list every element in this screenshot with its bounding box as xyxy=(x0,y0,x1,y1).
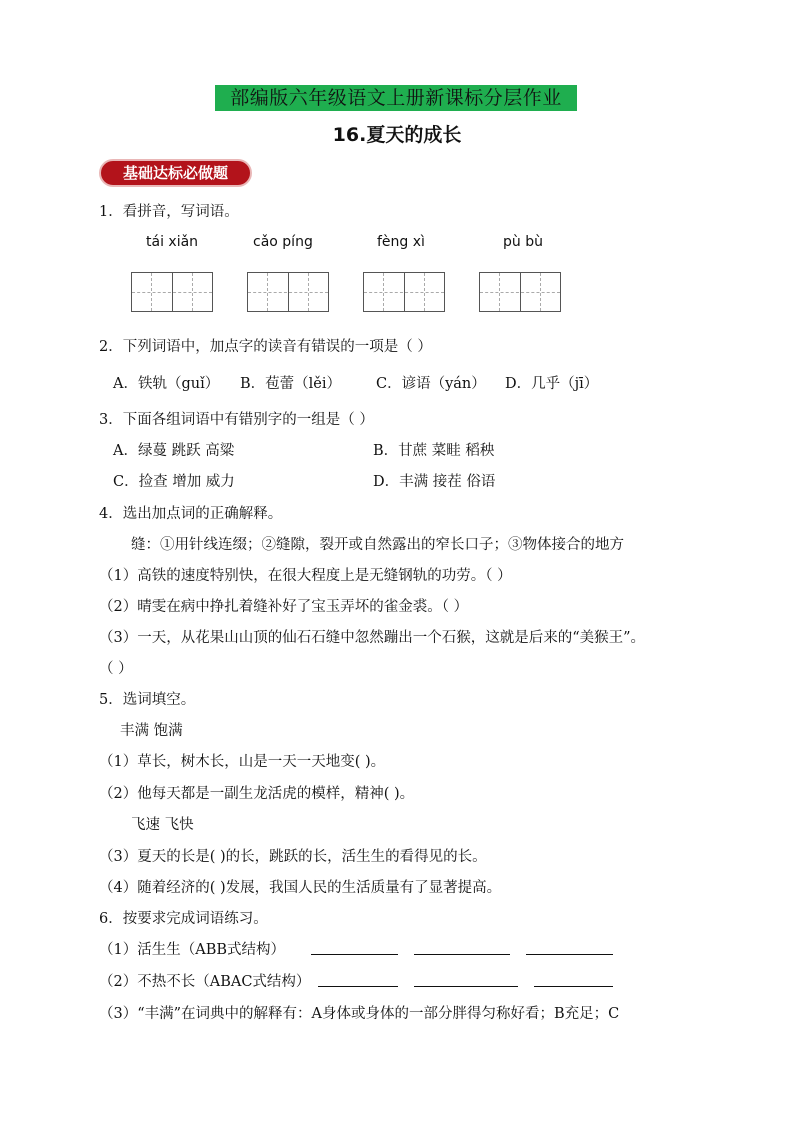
q6-blank-1a[interactable] xyxy=(311,940,398,955)
tianzige-box-4[interactable] xyxy=(479,272,561,312)
q2-option-a: A．铁轨（guǐ） xyxy=(113,376,220,392)
pinyin-3: fèng xì xyxy=(377,234,425,250)
q4-sentence-2: （2）晴雯在病中挣扎着缝补好了宝玉弄坏的雀金裘。（ ） xyxy=(99,599,469,615)
pinyin-2: cǎo píng xyxy=(253,234,313,250)
q4-sentence-3-answer: （ ） xyxy=(99,661,133,677)
q4-sentence-1: （1）高铁的速度特别快，在很大程度上是无缝钢轨的功劳。（ ） xyxy=(99,568,512,584)
q3-stem: 3．下面各组词语中有错别字的一组是（ ） xyxy=(99,412,374,428)
q4-sentence-3: （3）一天，从花果山山顶的仙石石缝中忽然蹦出一个石猴，这就是后来的“美猴王”。 xyxy=(99,630,646,646)
q6-blank-1c[interactable] xyxy=(526,940,613,955)
q6-item-1: （1）活生生（ABB式结构） xyxy=(99,942,286,958)
q2-option-d: D．几乎（jī） xyxy=(505,376,599,392)
q1-stem: 1．看拼音，写词语。 xyxy=(99,204,239,220)
pinyin-1: tái xiǎn xyxy=(146,234,199,250)
section-badge: 基础达标必做题 xyxy=(99,159,252,187)
q5-sentence-2: （2）他每天都是一副生龙活虎的模样，精神( )。 xyxy=(99,786,415,802)
q5-sentence-4: （4）随着经济的( )发展，我国人民的生活质量有了显著提高。 xyxy=(99,880,502,896)
q6-blank-2c[interactable] xyxy=(534,972,613,987)
q6-item-3: （3）“丰满”在词典中的解释有：A身体或身体的一部分胖得匀称好看；B充足；C xyxy=(99,1006,620,1022)
q5-word-pair-2: 飞速 飞快 xyxy=(131,817,194,833)
lesson-title: 16.夏天的成长 xyxy=(332,124,462,146)
q5-word-pair-1: 丰满 饱满 xyxy=(120,723,183,739)
q2-option-c: C．谚语（yán） xyxy=(376,376,486,392)
tianzige-box-2[interactable] xyxy=(247,272,329,312)
pinyin-4: pù bù xyxy=(503,234,543,250)
q4-stem: 4．选出加点词的正确解释。 xyxy=(99,506,283,522)
q5-sentence-1: （1）草长，树木长，山是一天一天地变( )。 xyxy=(99,754,386,770)
q3-option-b: B．甘蔗 菜畦 稻秧 xyxy=(373,443,495,459)
q3-option-a: A．绿蔓 跳跃 高粱 xyxy=(113,443,235,459)
worksheet-banner: 部编版六年级语文上册新课标分层作业 xyxy=(215,85,577,111)
q4-definition: 缝：①用针线连缀；②缝隙，裂开或自然露出的窄长口子；③物体接合的地方 xyxy=(131,537,624,553)
q6-blank-1b[interactable] xyxy=(414,940,510,955)
q6-stem: 6．按要求完成词语练习。 xyxy=(99,911,268,927)
q3-option-c: C．捡查 增加 威力 xyxy=(113,474,235,490)
q2-stem: 2．下列词语中，加点字的读音有错误的一项是（ ） xyxy=(99,339,432,355)
q6-blank-2a[interactable] xyxy=(318,972,398,987)
q2-option-b: B．苞蕾（lěi） xyxy=(240,376,342,392)
tianzige-box-3[interactable] xyxy=(363,272,445,312)
q3-option-d: D．丰满 接茬 俗语 xyxy=(373,474,496,490)
q6-item-2: （2）不热不长（ABAC式结构） xyxy=(99,974,311,990)
tianzige-box-1[interactable] xyxy=(131,272,213,312)
q5-sentence-3: （3）夏天的长是( )的长，跳跃的长，活生生的看得见的长。 xyxy=(99,849,487,865)
q6-blank-2b[interactable] xyxy=(414,972,518,987)
q5-stem: 5．选词填空。 xyxy=(99,692,196,708)
